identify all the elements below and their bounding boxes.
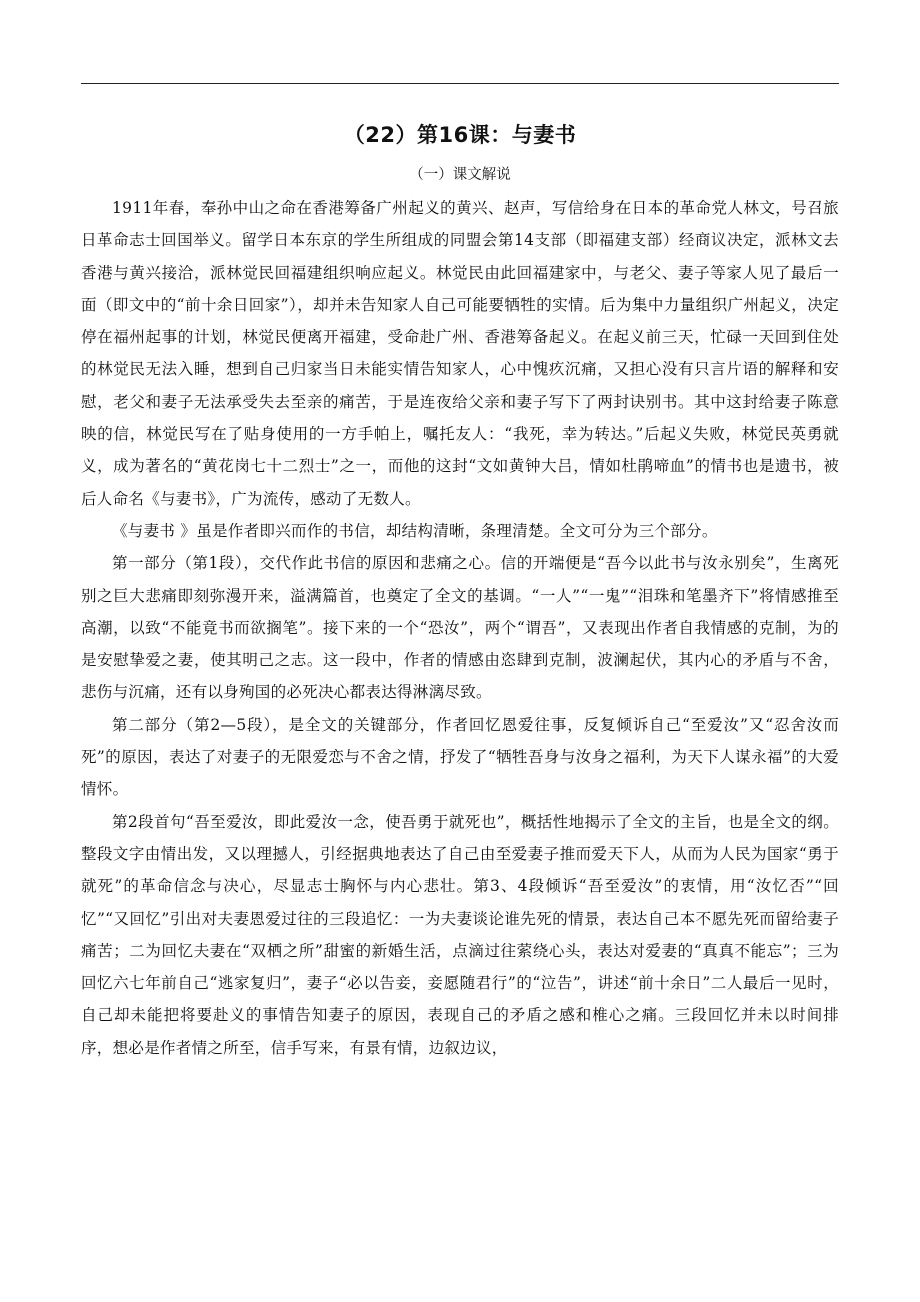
- page-title: （22）第16课：与妻书: [343, 123, 577, 147]
- paragraph-part-one: 第一部分（第1段），交代作此书信的原因和悲痛之心。信的开端便是“吾今以此书与汝永别矣”，生离死别之巨大悲痛即刻弥漫开来，溢满篇首，也奠定了全文的基调。“一人”“一鬼”“泪珠和笔墨齐下”将情感推至高潮，以致“不能竟书而欲搁笔”。接下来的一个“恐汝”，两个“谓吾”，又表现出作者自我情感的克制，为的是安慰挚爱之妻，使其明己之志。这一段中，作者的情感由恣肆到克制，波澜起伏，其内心的矛盾与不舍，悲伤与沉痛，还有以身殉国的必死决心都表达得淋漓尽致。: [81, 554, 839, 702]
- paragraph-background: 1911年春，奉孙中山之命在香港筹备广州起义的黄兴、赵声，写信给身在日本的革命党人林文，号召旅日革命志士回国举义。留学日本东京的学生所组成的同盟会第14支部（即福建支部）经商议决定，派林文去香港与黄兴接洽，派林觉民回福建组织响应起义。林觉民由此回福建家中，与老父、妻子等家人见了最后一面（即文中的“前十余日回家”），却并未告知家人自己可能要牺牲的实情。后为集中力量组织广州起义，决定停在福州起事的计划，林觉民便离开福建，受命赴广州、香港筹备起义。在起义前三天，忙碌一天回到住处的林觉民无法入睡，想到自己归家当日未能实情告知家人，心中愧疚沉痛，又担心没有只言片语的解释和安慰，老父和妻子无法承受失去至亲的痛苦，于是连夜给父亲和妻子写下了两封诀别书。其中这封给妻子陈意映的信，林觉民写在了贴身使用的一方手帕上，嘱托友人：“我死，幸为转达。”后起义失败，林觉民英勇就义，成为著名的“黄花岗七十二烈士”之一，而他的这封“文如黄钟大吕，情如杜鹃啼血”的情书也是遗书，被后人命名《与妻书》，广为流传，感动了无数人。: [81, 199, 839, 508]
- paragraph-part-two: 第二部分（第2—5段），是全文的关键部分，作者回忆恩爱往事，反复倾诉自己“至爱汝”又“忍舍汝而死”的原因，表达了对妻子的无限爱恋与不舍之情，抒发了“牺牲吾身与汝身之福利，为天下人谋永福”的大爱情怀。: [81, 715, 839, 799]
- header-rule: [81, 83, 839, 84]
- document-body: [81, 118, 839, 1064]
- paragraph-section-two-analysis: 第2段首句“吾至爱汝，即此爱汝一念，使吾勇于就死也”，概括性地揭示了全文的主旨，也是全文的纲。整段文字由情出发，又以理撼人，引经据典地表达了自己由至爱妻子推而爱天下人，从而为人民为国家“勇于就死”的革命信念与决心，尽显志士胸怀与内心悲壮。第3、4段倾诉“吾至爱汝”的衷情，用“汝忆否”“回忆”“又回忆”引出对夫妻恩爱过往的三段追忆：一为夫妻谈论谁先死的情景，表达自己本不愿先死而留给妻子痛苦；二为回忆夫妻在“双栖之所”甜蜜的新婚生活，点滴过往萦绕心头，表达对爱妻的“真真不能忘”；三为回忆六七年前自己“逃家复归”，妻子“必以告妾，妾愿随君行”的“泣告”，讲述“前十余日”二人最后一见时，自己却未能把将要赴义的事情告知妻子的原因，表现自己的矛盾之感和椎心之痛。三段回忆并未以时间排序，想必是作者情之所至，信手写来，有景有情，边叙边议，: [81, 812, 839, 1057]
- paragraph-structure-intro: 《与妻书 》虽是作者即兴而作的书信，却结构清晰，条理清楚。全文可分为三个部分。: [112, 521, 718, 540]
- section-heading: （一）课文解说: [409, 167, 511, 183]
